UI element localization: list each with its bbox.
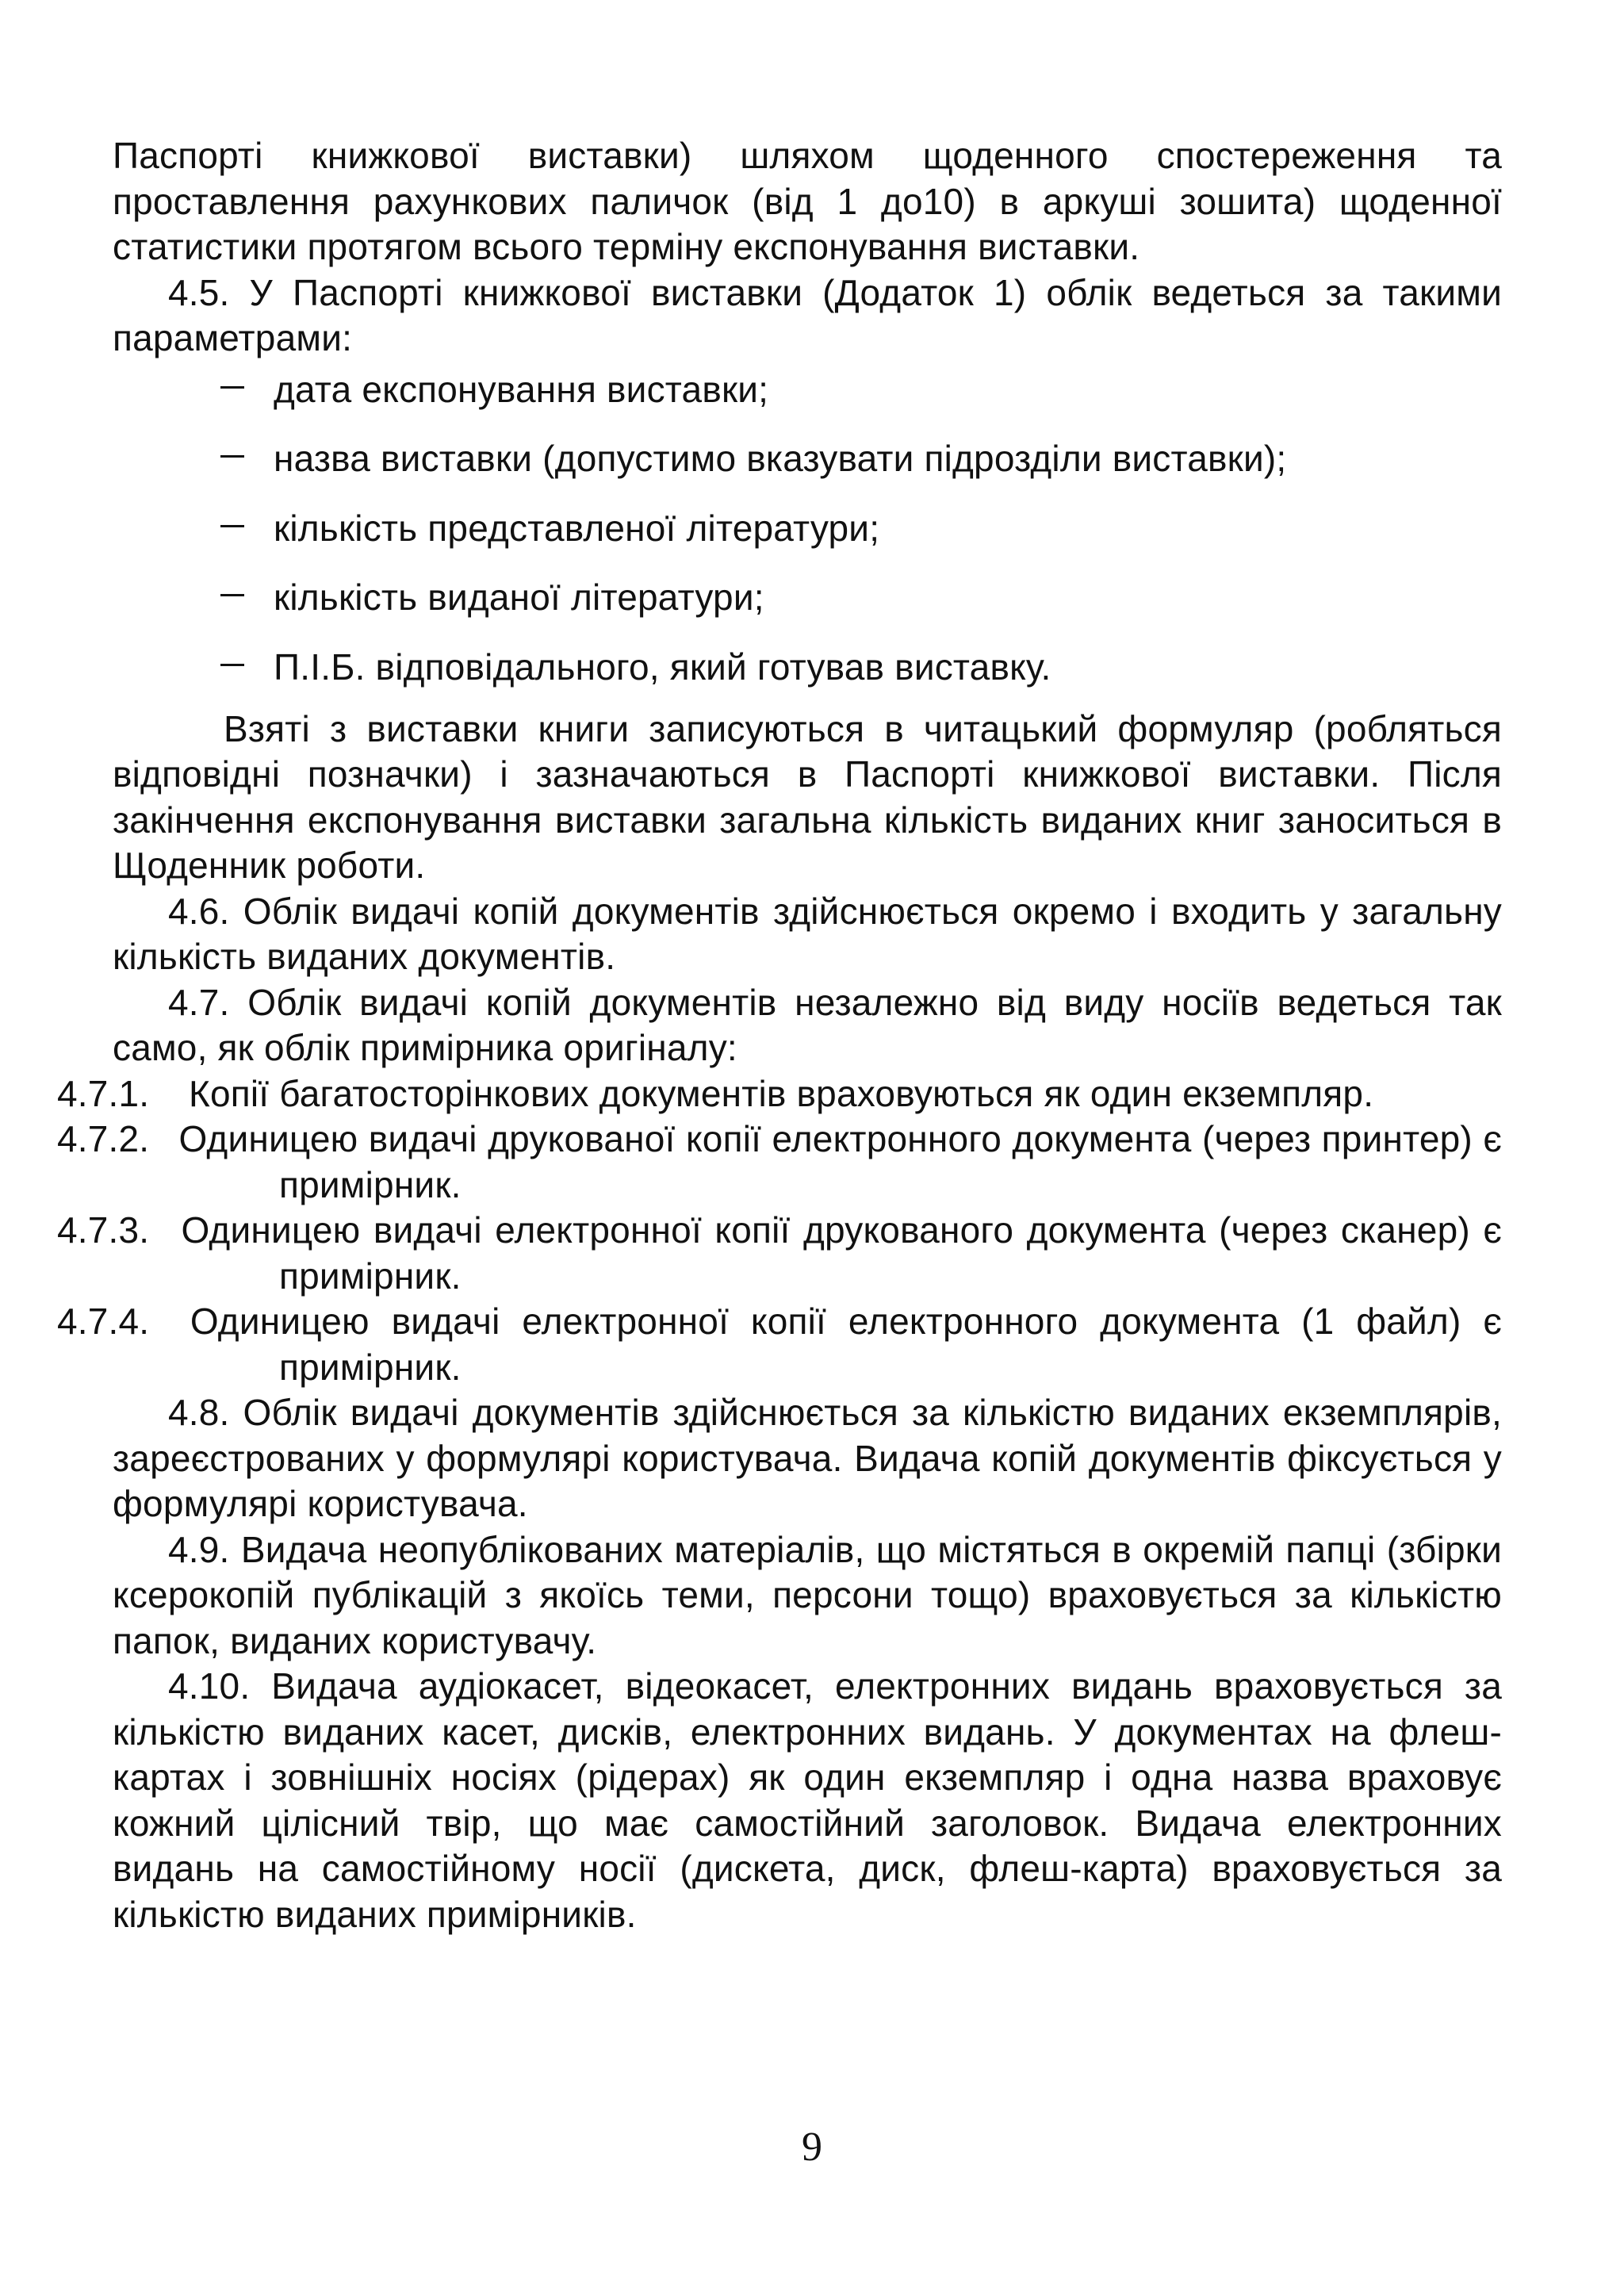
- paragraph-4-7: 4.7. Облік видачі копій документів незалежно від виду носіїв ведеться так само, як облік примірника оригіналу:: [113, 981, 1502, 1068]
- list-item-text: назва виставки (допустимо вказувати підрозділи виставки);: [274, 438, 1287, 479]
- dash-bullet-icon: [220, 640, 274, 686]
- subparagraph-text: Копії багатосторінкових документів враховуються як один екземпляр.: [188, 1072, 1374, 1114]
- subparagraph-text: Одиницею видачі друкованої копії електронного документа (через принтер) є примірник.: [178, 1118, 1503, 1205]
- subparagraph-4-7-1: 4.7.1. Копії багатосторінкових документів враховуються як один екземпляр.: [57, 1072, 1374, 1114]
- subparagraph-4-7-2: 4.7.2. Одиницею видачі друкованої копії електронного документа (через принтер) є примірник.: [57, 1118, 1503, 1205]
- subparagraph-text: Одиницею видачі електронної копії електронного документа (1 файл) є примірник.: [190, 1301, 1502, 1388]
- paragraph-4-8: 4.8. Облік видачі документів здійснюється за кількістю виданих екземплярів, зареєстрованих у формулярі користувача. Видача копій документів фіксується у формулярі користувача.: [113, 1392, 1502, 1524]
- list-item: [113, 436, 1502, 506]
- paragraph-4-10: 4.10. Видача аудіокасет, відеокасет, електронних видань враховується за кількістю виданих касет, дисків, електронних видань. У документах на флеш-картах і зовнішніх носіях (рідерах) як один екземпляр і одна назва враховує кожний цілісний твір, що має самостійний заголовок. Видача електронних видань на самостійному носії (дискета, диск, флеш-карта) враховується за кількістю виданих примірників.: [113, 1665, 1502, 1935]
- list-item: [113, 367, 1502, 437]
- dash-bullet-icon: [220, 362, 274, 408]
- list-item: [113, 575, 1502, 645]
- subparagraph-4-7-4: 4.7.4. Одиницею видачі електронної копії електронного документа (1 файл) є примірник.: [57, 1301, 1502, 1388]
- list-item: [113, 645, 1502, 700]
- dash-bullet-icon: [220, 431, 274, 477]
- list-item-text: дата експонування виставки;: [274, 368, 769, 410]
- dash-bullet-icon: [220, 570, 274, 616]
- list-item-text: П.І.Б. відповідального, який готував виставку.: [274, 646, 1051, 688]
- paragraph-passport-continuation: Паспорті книжкової виставки) шляхом щоденного спостереження та проставлення рахункових паличок (від 1 до10) в аркуші зошита) щоденної статистики протягом всього терміну експонування виставки.: [113, 135, 1502, 267]
- subparagraph-4-7-3: 4.7.3. Одиницею видачі електронної копії друкованого документа (через сканер) є примірник.: [57, 1209, 1502, 1297]
- paragraph-4-5: 4.5. У Паспорті книжкової виставки (Додаток 1) облік ведеться за такими параметрами:: [113, 271, 1502, 358]
- document-body: [57, 133, 1503, 1937]
- dash-bullet-icon: [220, 501, 274, 547]
- list-item: [113, 506, 1502, 576]
- paragraph-4-9: 4.9. Видача неопублікованих матеріалів, що містяться в окремій папці (збірки ксерокопій публікацій з якоїсь теми, персони тощо) враховується за кількістю папок, виданих користувачу.: [113, 1528, 1502, 1661]
- page-number: 9: [802, 2125, 822, 2170]
- parameter-list: [113, 367, 1502, 700]
- list-item-text: кількість представленої літератури;: [274, 507, 880, 549]
- list-item-text: кількість виданої літератури;: [274, 577, 764, 618]
- paragraph-4-6: 4.6. Облік видачі копій документів здійснюється окремо і входить у загальну кількість виданих документів.: [113, 890, 1502, 977]
- subparagraph-text: Одиницею видачі електронної копії друкованого документа (через сканер) є примірник.: [181, 1209, 1502, 1297]
- paragraph-taken-books: Взяті з виставки книги записуються в читацький формуляр (робляться відповідні позначки) і зазначаються в Паспорті книжкової виставки. Після закінчення експонування виставки загальна кількість виданих книг заноситься в Щоденник роботи.: [113, 707, 1502, 886]
